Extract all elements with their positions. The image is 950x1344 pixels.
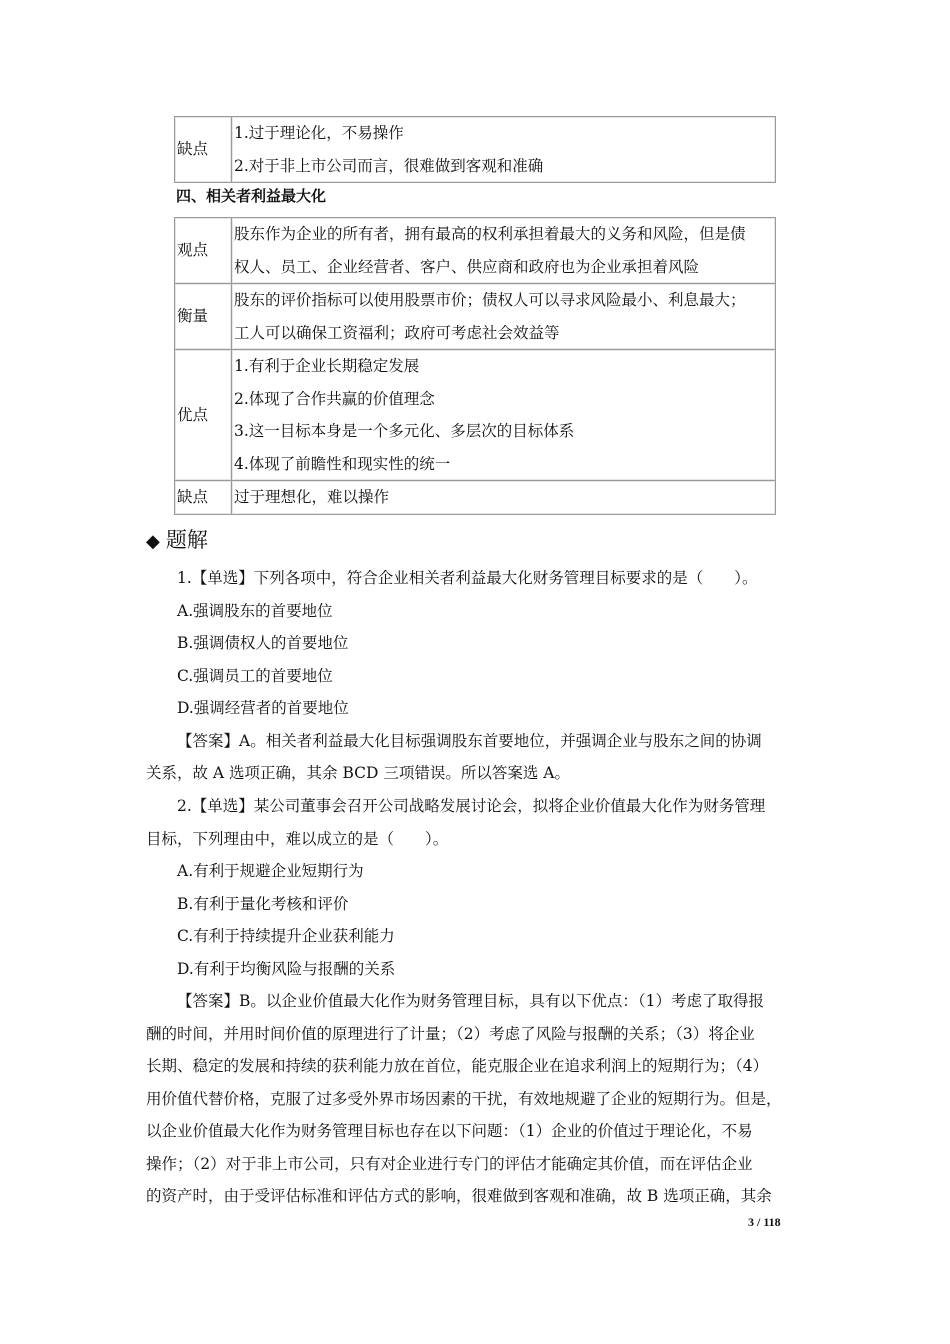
row-key: 优点 <box>175 350 232 481</box>
option-b: B.有利于量化考核和评价 <box>177 894 349 913</box>
table-row <box>175 218 776 284</box>
answer-line: 以企业价值最大化作为财务管理目标也存在以下问题：（1）企业的价值过于理论化，不易 <box>146 1122 753 1140</box>
row-value <box>232 350 776 481</box>
question-stem: 1.【单选】下列各项中，符合企业相关者利益最大化财务管理目标要求的是（ ）。 <box>177 569 758 587</box>
option-a: A.强调股东的首要地位 <box>177 601 333 620</box>
question-stem: 目标，下列理由中，难以成立的是（ ）。 <box>146 829 449 848</box>
row-value <box>232 117 776 183</box>
option-d: D.有利于均衡风险与报酬的关系 <box>177 959 396 978</box>
answer-line: 的资产时，由于受评估标准和评估方式的影响，很难做到客观和准确，故 B 选项正确，其余 <box>146 1187 772 1205</box>
value-line: 4.体现了前瞻性和现实性的统一 <box>234 454 451 473</box>
row-value <box>232 481 776 515</box>
section-title-text: 题解 <box>165 528 208 552</box>
value-line: 股东的评价指标可以使用股票市价；债权人可以寻求风险最小、利息最大； <box>234 291 746 309</box>
table-row <box>175 284 776 350</box>
row-value <box>232 218 776 284</box>
row-key: 衡量 <box>175 284 232 350</box>
value-line: 1.过于理论化，不易操作 <box>234 124 404 142</box>
value-line: 1.有利于企业长期稳定发展 <box>234 357 420 375</box>
option-b: B.强调债权人的首要地位 <box>177 634 349 652</box>
answer-line: 【答案】B。以企业价值最大化作为财务管理目标，具有以下优点：（1）考虑了取得报 <box>177 992 765 1010</box>
value-line: 3.这一目标本身是一个多元化、多层次的目标体系 <box>234 422 575 440</box>
table-row <box>175 481 776 515</box>
value-line: 股东作为企业的所有者，拥有最高的权利承担着最大的义务和风险，但是债 <box>234 225 746 243</box>
option-c: C.强调员工的首要地位 <box>177 666 333 685</box>
answer-line: 关系，故 A 选项正确，其余 BCD 三项错误。所以答案选 A。 <box>146 764 570 782</box>
table-row <box>175 117 776 183</box>
question-stem: 2.【单选】某公司董事会召开公司战略发展讨论会，拟将企业价值最大化作为财务管理 <box>177 797 766 815</box>
value-line: 权人、员工、企业经营者、客户、供应商和政府也为企业承担着风险 <box>234 257 700 276</box>
row-key: 缺点 <box>175 481 232 515</box>
table-row <box>175 350 776 481</box>
answer-line: 操作；（2）对于非上市公司，只有对企业进行专门的评估才能确定其价值，而在评估企业 <box>146 1154 753 1173</box>
table-drawbacks <box>174 116 776 183</box>
question-1 <box>146 562 808 790</box>
diamond-icon: ◆ <box>146 531 160 552</box>
page-number: 3 / 118 <box>748 1215 781 1229</box>
question-2 <box>146 790 808 1213</box>
section-title <box>146 524 208 554</box>
answer-line: 酬的时间，并用时间价值的原理进行了计量；（2）考虑了风险与报酬的关系；（3）将企业 <box>146 1024 755 1043</box>
option-c: C.有利于持续提升企业获利能力 <box>177 927 395 945</box>
table-stakeholder <box>174 217 776 515</box>
row-key: 观点 <box>175 218 232 284</box>
answer-line: 用价值代替价格，克服了过多受外界市场因素的干扰，有效地规避了企业的短期行为。但是， <box>146 1089 782 1108</box>
option-d: D.强调经营者的首要地位 <box>177 699 349 717</box>
value-line: 过于理想化，难以操作 <box>234 488 390 506</box>
value-line: 工人可以确保工资福利；政府可考虑社会效益等 <box>234 323 560 342</box>
value-line: 2.对于非上市公司而言，很难做到客观和准确 <box>234 156 544 175</box>
answer-line: 长期、稳定的发展和持续的获利能力放在首位，能克服企业在追求利润上的短期行为；（4） <box>146 1057 769 1075</box>
value-line: 2.体现了合作共赢的价值理念 <box>234 389 435 408</box>
answer-line: 【答案】A。相关者利益最大化目标强调股东首要地位，并强调企业与股东之间的协调 <box>177 731 762 750</box>
row-value <box>232 284 776 350</box>
section-heading: 四、相关者利益最大化 <box>176 187 327 205</box>
option-a: A.有利于规避企业短期行为 <box>177 862 364 880</box>
row-key: 缺点 <box>175 117 232 183</box>
